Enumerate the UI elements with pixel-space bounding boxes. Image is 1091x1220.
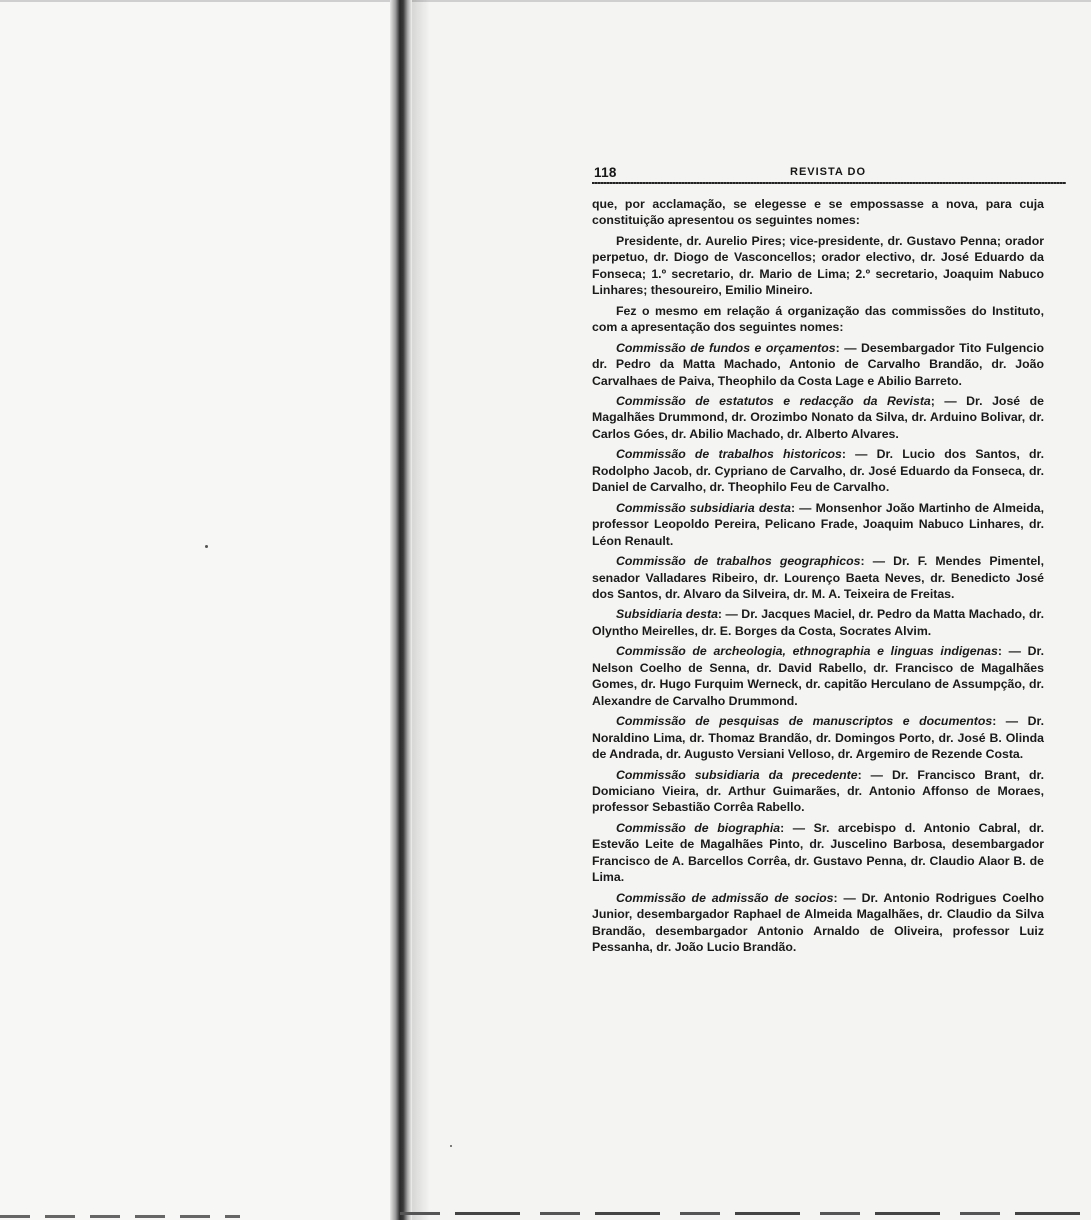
bottom-edge-left [0,1215,240,1218]
paragraph: Commissão de archeologia, ethnographia e linguas indigenas: — Dr. Nelson Coelho de Senna, dr. David Rabello, dr. Francisco de Magalhães Gomes, dr. Hugo Furquim Werneck, dr. capitão Herculano de Assumpção, dr. Alexandre de Carvalho Drummond. [592,644,1044,708]
bottom-edge-right [400,1212,1091,1215]
running-head: REVISTA DO [790,166,867,178]
paragraph: Fez o mesmo em relação á organização das commissões do Instituto, com a apresentação dos seguintes nomes: [592,303,1044,335]
paragraph: Presidente, dr. Aurelio Pires; vice-presidente, dr. Gustavo Penna; orador perpetuo, dr. Diogo de Vasconcellos; orador electivo, dr. José Eduardo da Fonseca; 1.º secretario, dr. Mario de Lima; 2.º secretario, Joaquim Nabuco Linhares; thesoureiro, Emilio Mineiro. [592,233,1044,298]
header-rule [592,182,1066,184]
paragraph: Commissão de admissão de socios: — Dr. Antonio Rodrigues Coelho Junior, desembargador Raphael de Almeida Magalhães, dr. Claudio da Silva Brandão, desembargador Antonio Arnaldo de Oliveira, professor Luiz Pessanha, dr. João Lucio Brandão. [592,890,1044,955]
paragraph: Commissão subsidiaria desta: — Monsenhor João Martinho de Almeida, professor Leopoldo Pereira, Pelicano Frade, Joaquim Nabuco Linhares, dr. Léon Renault. [592,500,1044,548]
book-spine [390,0,412,1220]
page-number: 118 [594,165,617,180]
page-header [592,162,1044,180]
paragraph: que, por acclamação, se elegesse e se empossasse a nova, para cuja constituição apresentou os seguintes nomes: [592,197,1044,228]
spine-shadow [412,0,430,1220]
body-text [592,196,1044,959]
top-edge [0,0,1091,2]
paragraph: Commissão de estatutos e redacção da Revista; — Dr. José de Magalhães Drummond, dr. Orozimbo Nonato da Silva, dr. Arduino Bolivar, dr. Carlos Góes, dr. Abilio Machado, dr. Alberto Alvares. [592,393,1044,441]
paragraph: Commissão de biographia: — Sr. arcebispo d. Antonio Cabral, dr. Estevão Leite de Magalhães Pinto, dr. Juscelino Barbosa, desembargador Francisco de A. Barcellos Corrêa, dr. Gustavo Penna, dr. Claudio Alaor B. de Lima. [592,820,1044,885]
paragraph: Commissão subsidiaria da precedente: — Dr. Francisco Brant, dr. Domiciano Vieira, dr. Arthur Guimarães, dr. Antonio Affonso de Moraes, professor Sebastião Corrêa Rabello. [592,767,1044,815]
paragraph: Commissão de trabalhos geographicos: — Dr. F. Mendes Pimentel, senador Valladares Ribeiro, dr. Lourenço Baeta Neves, dr. Benedicto José dos Santos, dr. Alvaro da Silveira, dr. M. A. Teixeira de Freitas. [592,554,1044,601]
right-page [592,162,1045,955]
paragraph: Subsidiaria desta: — Dr. Jacques Maciel, dr. Pedro da Matta Machado, dr. Olyntho Meirelles, dr. E. Borges da Costa, Socrates Alvim. [592,607,1045,638]
paper-speck [205,545,208,548]
paragraph: Commissão de pesquisas de manuscriptos e documentos: — Dr. Noraldino Lima, dr. Thomaz Brandão, dr. Domingos Porto, dr. José B. Olinda de Andrada, dr. Augusto Versiani Velloso, dr. Argemiro de Rezende Costa. [592,714,1044,762]
paragraph: Commissão de trabalhos historicos: — Dr. Lucio dos Santos, dr. Rodolpho Jacob, dr. Cypriano de Carvalho, dr. José Eduardo da Fonseca, dr. Daniel de Carvalho, dr. Theophilo Feu de Carvalho. [592,447,1044,495]
paper-speck [450,1145,452,1147]
paragraph: Commissão de fundos e orçamentos: — Desembargador Tito Fulgencio dr. Pedro da Matta Machado, Antonio de Carvalho Brandão, dr. João Carvalhaes de Paiva, Theophilo da Costa Lage e Abilio Barreto. [592,340,1044,388]
left-page-blank [0,0,396,1220]
